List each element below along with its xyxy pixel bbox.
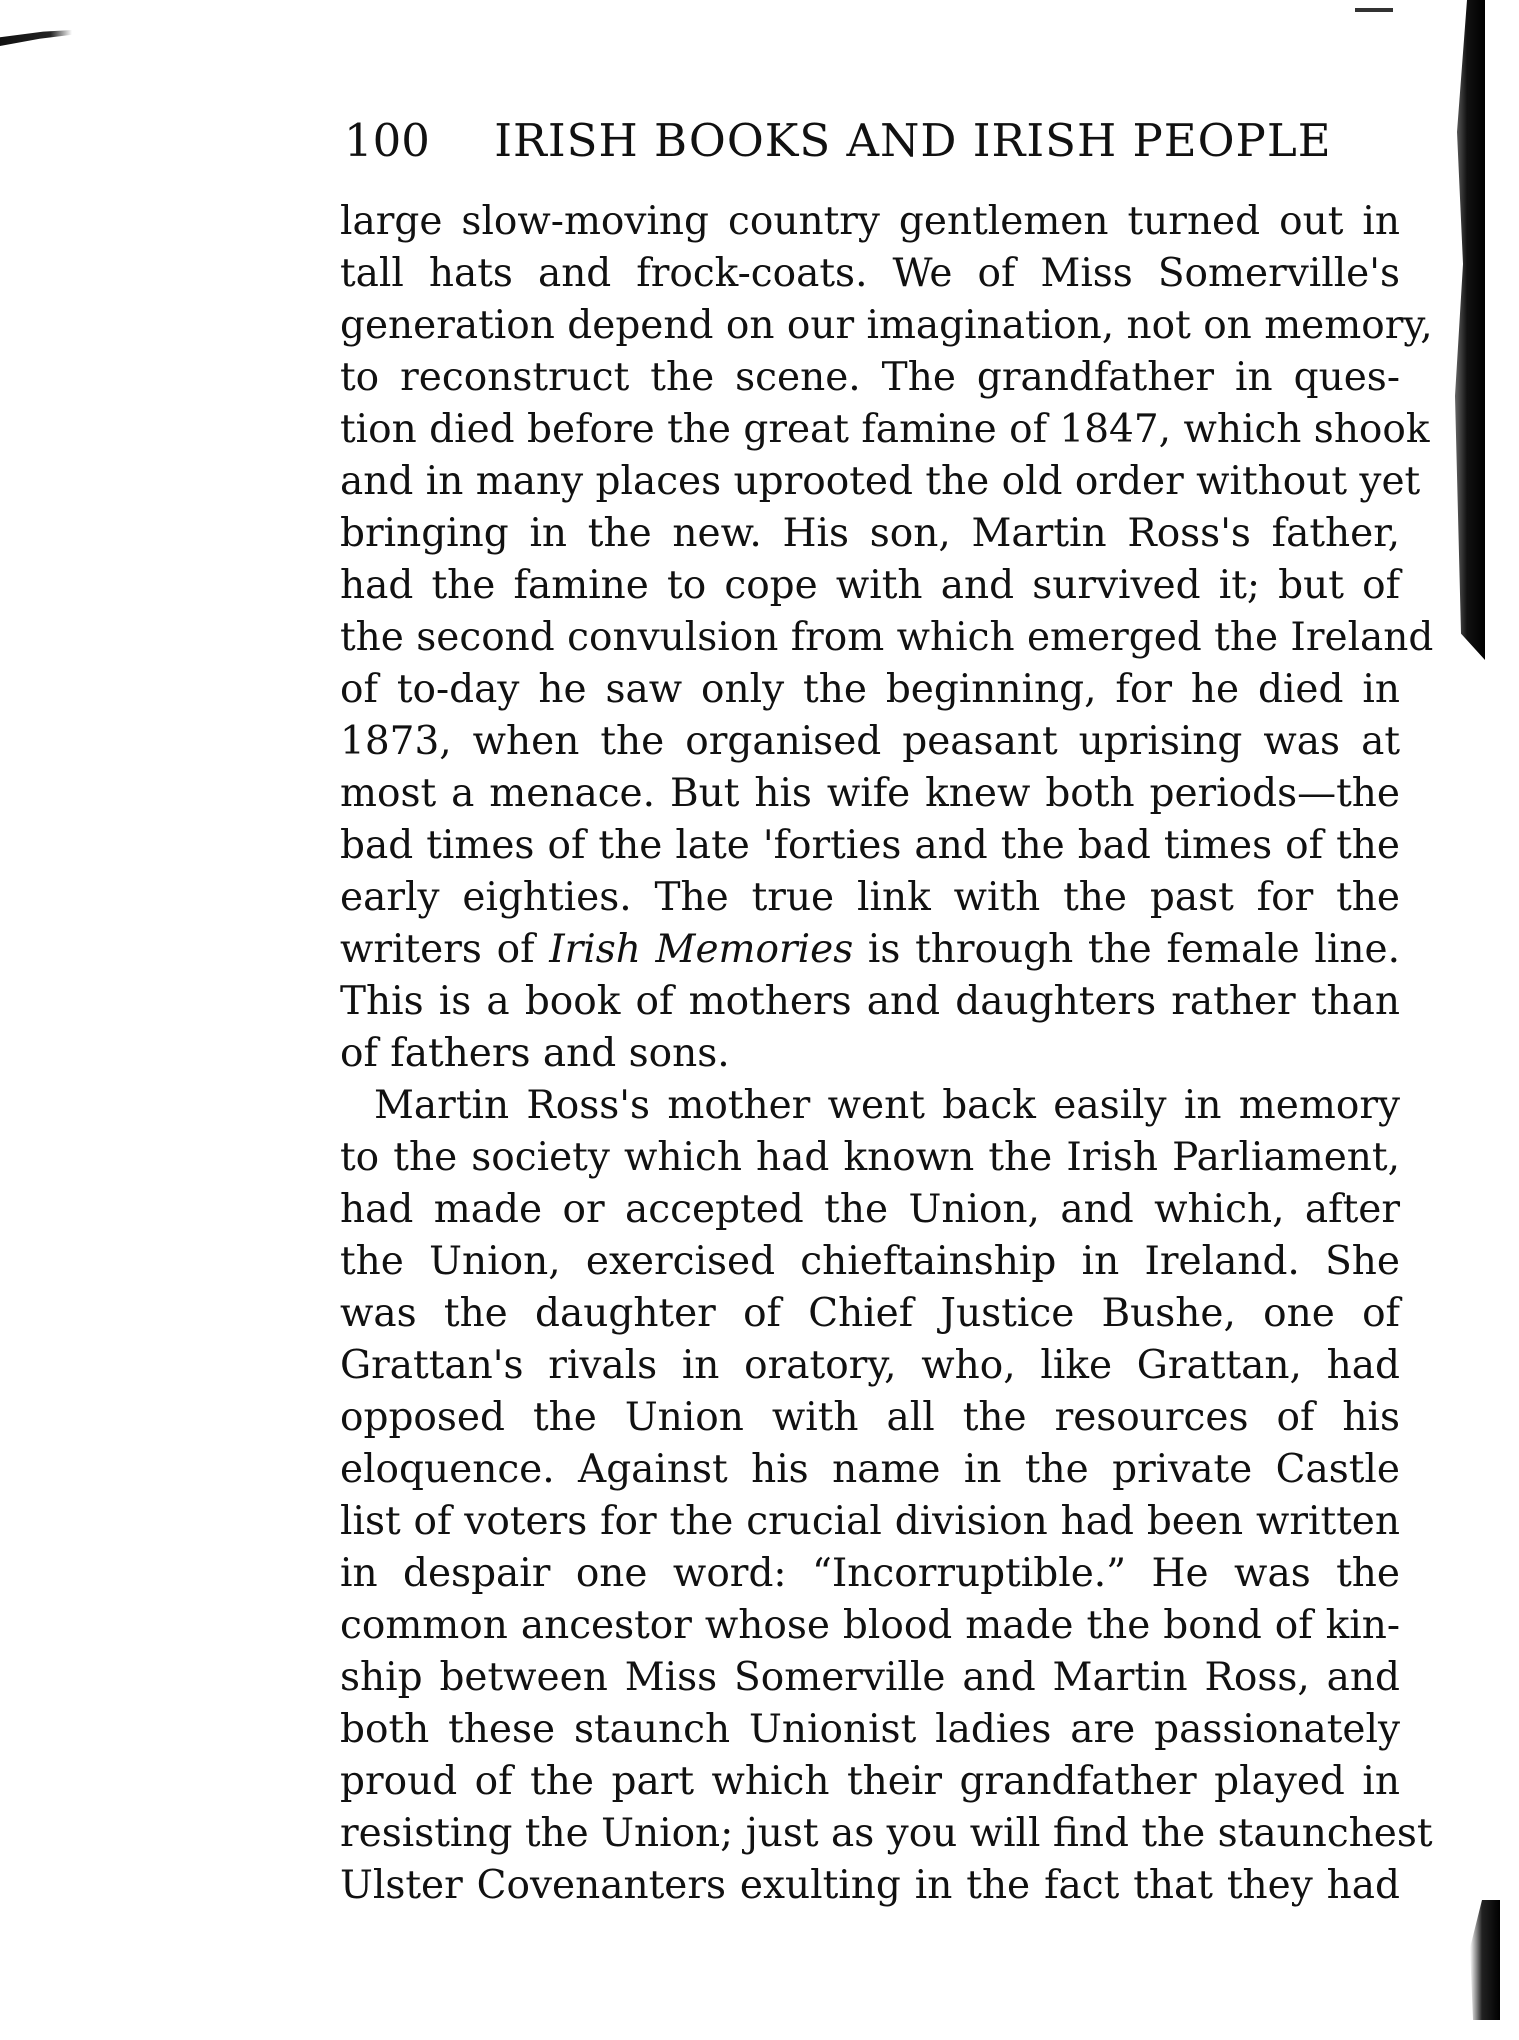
text-line: Martin Ross's mother went back easily in memory: [374, 1083, 1400, 1128]
page-number: 100: [344, 114, 430, 167]
text-line: eloquence. Against his name in the private Castle: [340, 1447, 1400, 1492]
text-line: tion died before the great famine of 1847, which shook: [340, 407, 1430, 452]
scan-artifact-top-dash: [1355, 8, 1393, 12]
text-line-with-title: [340, 924, 1400, 976]
text-line: of fathers and sons.: [340, 1031, 730, 1076]
page-header: [344, 111, 1394, 171]
book-title: Irish Memories: [549, 927, 854, 972]
scan-artifact-right-edge-bottom: [1470, 1900, 1500, 2020]
text-line: bad times of the late 'forties and the bad times of the: [340, 823, 1400, 868]
text-line: Grattan's rivals in oratory, who, like Grattan, had: [340, 1343, 1400, 1388]
text-line: was the daughter of Chief Justice Bushe, one of: [340, 1291, 1400, 1336]
text-line: to reconstruct the scene. The grandfather in ques-: [340, 355, 1400, 400]
text-line: Ulster Covenanters exulting in the fact that they had: [340, 1863, 1400, 1908]
text-line: resisting the Union; just as you will find the staunchest: [340, 1811, 1433, 1856]
text-line: had the famine to cope with and survived it; but of: [340, 563, 1400, 608]
text-line: both these staunch Unionist ladies are passionately: [340, 1707, 1400, 1752]
text-line: list of voters for the crucial division had been written: [340, 1499, 1400, 1544]
text-after-title: is through the female line.: [853, 927, 1400, 972]
text-line: most a menace. But his wife knew both periods—the: [340, 771, 1400, 816]
text-line: 1873, when the organised peasant uprising was at: [340, 719, 1400, 764]
text-line: to the society which had known the Irish Parliament,: [340, 1135, 1400, 1180]
text-line: early eighties. The true link with the past for the: [340, 875, 1400, 920]
text-line: generation depend on our imagination, not on memory,: [340, 303, 1433, 348]
text-line: large slow-moving country gentlemen turned out in: [340, 199, 1400, 244]
text-line: in despair one word: “Incorruptible.” He was the: [340, 1551, 1400, 1596]
text-line: of to-day he saw only the beginning, for he died in: [340, 667, 1400, 712]
scan-artifact-top-left: [0, 30, 72, 46]
text-line: bringing in the new. His son, Martin Ross's father,: [340, 511, 1400, 556]
scan-artifact-right-edge: [1445, 0, 1485, 660]
text-line: the Union, exercised chieftainship in Ireland. She: [340, 1239, 1400, 1284]
text-line: This is a book of mothers and daughters rather than: [340, 979, 1400, 1024]
text-line: had made or accepted the Union, and which, after: [340, 1187, 1400, 1232]
running-title: IRISH BOOKS AND IRISH PEOPLE: [494, 114, 1332, 167]
text-line: opposed the Union with all the resources of his: [340, 1395, 1400, 1440]
body-text: [340, 196, 1434, 1912]
text-before-title: writers of: [340, 927, 550, 972]
text-line: the second convulsion from which emerged the Ireland: [340, 615, 1434, 660]
text-line: proud of the part which their grandfather played in: [340, 1759, 1400, 1804]
text-line: common ancestor whose blood made the bond of kin-: [340, 1603, 1400, 1648]
text-line: tall hats and frock-coats. We of Miss Somerville's: [340, 251, 1400, 296]
text-line: and in many places uprooted the old order without yet: [340, 459, 1421, 504]
text-line: ship between Miss Somerville and Martin Ross, and: [340, 1655, 1400, 1700]
